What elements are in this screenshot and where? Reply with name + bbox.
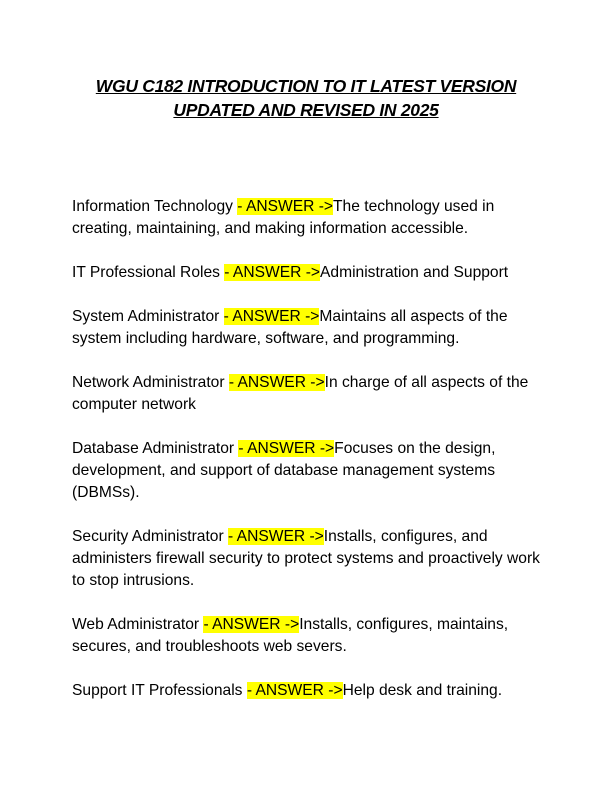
definition: Administration and Support [320, 264, 509, 281]
term: Web Administrator [72, 616, 204, 633]
title-line-2: UPDATED AND REVISED IN 2025 [173, 100, 439, 120]
qa-item-security-administrator [72, 526, 547, 592]
answer-marker: - ANSWER -> [228, 374, 325, 391]
definition: In charge of all aspects of the computer network [72, 374, 529, 413]
term: Information Technology [72, 198, 238, 215]
answer-marker: - ANSWER -> [224, 264, 321, 281]
definition: Installs, configures, and administers firewall security to protect systems and proactively work to stop intrusions. [72, 528, 540, 589]
definition: Maintains all aspects of the system including hardware, software, and programming. [72, 308, 508, 347]
term: System Administrator [72, 308, 224, 325]
answer-marker: - ANSWER -> [237, 198, 334, 215]
title-line-1: WGU C182 INTRODUCTION TO IT LATEST VERSION [95, 76, 517, 96]
qa-item-database-administrator [72, 438, 547, 504]
answer-marker: - ANSWER -> [228, 528, 324, 545]
qa-item-support-it-professionals [72, 680, 547, 702]
definition: The technology used in creating, maintaining, and making information accessible. [72, 198, 495, 237]
definition: Installs, configures, maintains, secures, and troubleshoots web severs. [72, 616, 509, 655]
qa-item-system-administrator [72, 306, 547, 350]
term: Support IT Professionals [72, 682, 247, 699]
term: IT Professional Roles [72, 264, 225, 281]
answer-marker: - ANSWER -> [238, 440, 335, 457]
definition: Focuses on the design, development, and support of database management systems (DBMSs). [72, 440, 496, 501]
qa-item-network-administrator [72, 372, 547, 416]
qa-item-it-professional-roles [72, 262, 547, 284]
qa-list [72, 196, 547, 724]
answer-marker: - ANSWER -> [246, 682, 343, 699]
document-title [60, 74, 552, 122]
qa-item-web-administrator [72, 614, 547, 658]
answer-marker: - ANSWER -> [223, 308, 320, 325]
term: Security Administrator [72, 528, 228, 545]
qa-item-information-technology [72, 196, 547, 240]
answer-marker: - ANSWER -> [203, 616, 300, 633]
term: Network Administrator [72, 374, 229, 391]
definition: Help desk and training. [342, 682, 503, 699]
term: Database Administrator [72, 440, 239, 457]
